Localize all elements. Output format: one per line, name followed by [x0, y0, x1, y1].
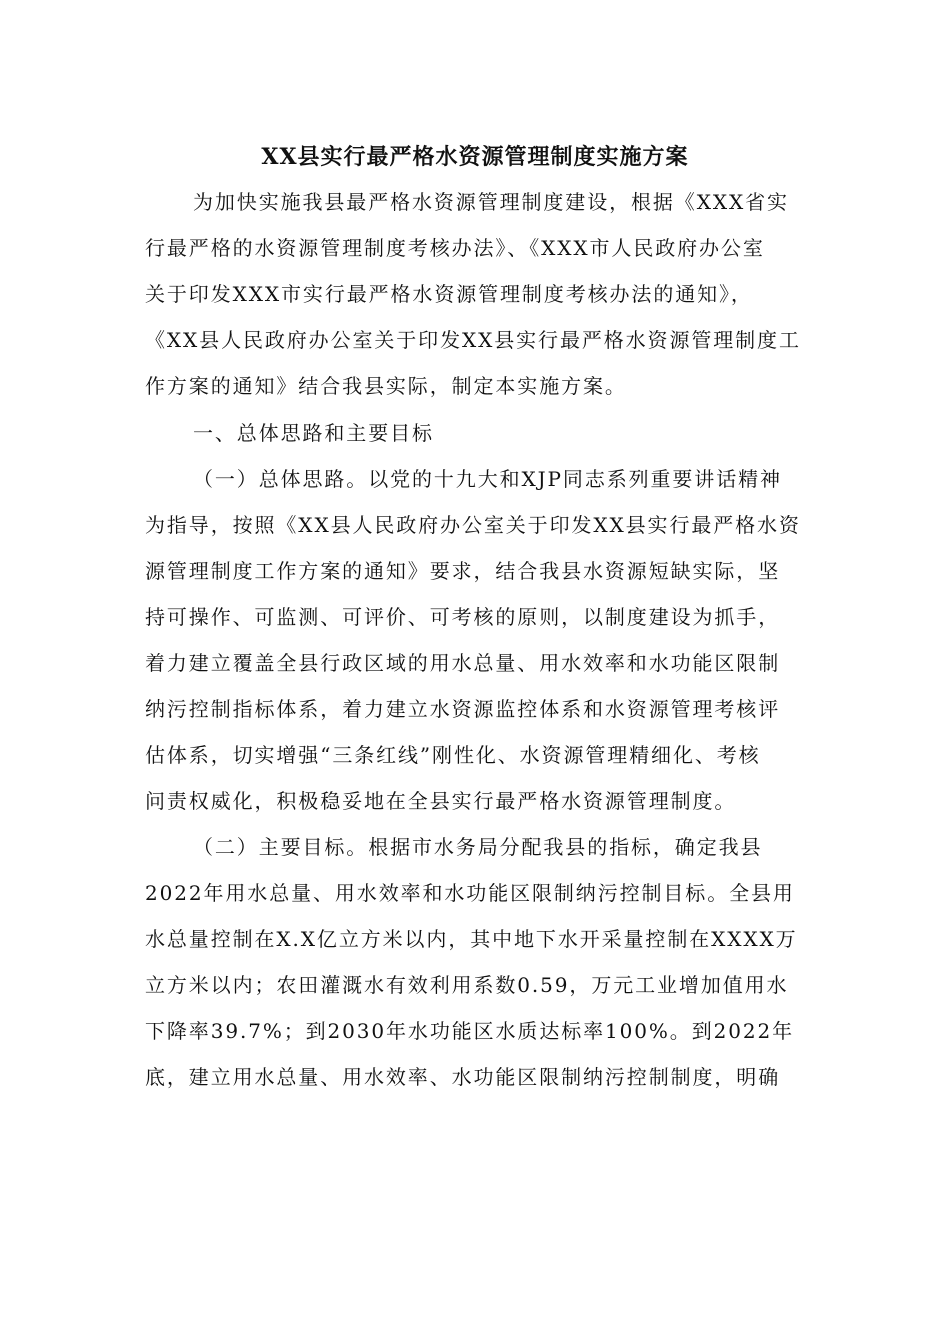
paragraph-line: 着力建立覆盖全县行政区域的用水总量、用水效率和水功能区限制	[145, 651, 781, 675]
paragraph-line: 底，建立用水总量、用水效率、水功能区限制纳污控制制度，明确	[145, 1065, 781, 1089]
paragraph-line: 《XX县人民政府办公室关于印发XX县实行最严格水资源管理制度工	[145, 328, 801, 352]
paragraph-line: 作方案的通知》结合我县实际，制定本实施方案。	[145, 374, 627, 398]
paragraph-line: 源管理制度工作方案的通知》要求，结合我县水资源短缺实际，坚	[145, 559, 781, 583]
paragraph-line: 问责权威化，积极稳妥地在全县实行最严格水资源管理制度。	[145, 789, 737, 813]
paragraph-line: （二）主要目标。根据市水务局分配我县的指标，确定我县	[193, 835, 763, 859]
paragraph-line: 行最严格的水资源管理制度考核办法》、《XXX市人民政府办公室	[145, 236, 765, 260]
document-title: XX县实行最严格水资源管理制度实施方案	[261, 144, 689, 170]
paragraph-line: 水总量控制在X.X亿立方米以内，其中地下水开采量控制在XXXX万	[145, 927, 798, 951]
paragraph-line: 2022年用水总量、用水效率和水功能区限制纳污控制目标。全县用	[145, 881, 795, 905]
paragraph-line: （一）总体思路。以党的十九大和XJP同志系列重要讲话精神	[193, 467, 782, 491]
paragraph-line: 持可操作、可监测、可评价、可考核的原则，以制度建设为抓手，	[145, 605, 781, 629]
paragraph-line: 立方米以内；农田灌溉水有效利用系数0.59，万元工业增加值用水	[145, 973, 789, 997]
paragraph-line: 下降率39.7%；到2030年水功能区水质达标率100%。到2022年	[145, 1019, 795, 1043]
section-heading: 一、总体思路和主要目标	[193, 421, 434, 445]
paragraph-line: 为指导，按照《XX县人民政府办公室关于印发XX县实行最严格水资	[145, 513, 801, 537]
paragraph-line: 关于印发XXX市实行最严格水资源管理制度考核办法的通知》，	[145, 282, 753, 306]
paragraph-line: 估体系，切实增强“三条红线”刚性化、水资源管理精细化、考核	[145, 743, 761, 767]
paragraph-line: 为加快实施我县最严格水资源管理制度建设，根据《XXX省实	[193, 190, 789, 214]
paragraph-line: 纳污控制指标体系，着力建立水资源监控体系和水资源管理考核评	[145, 697, 781, 721]
